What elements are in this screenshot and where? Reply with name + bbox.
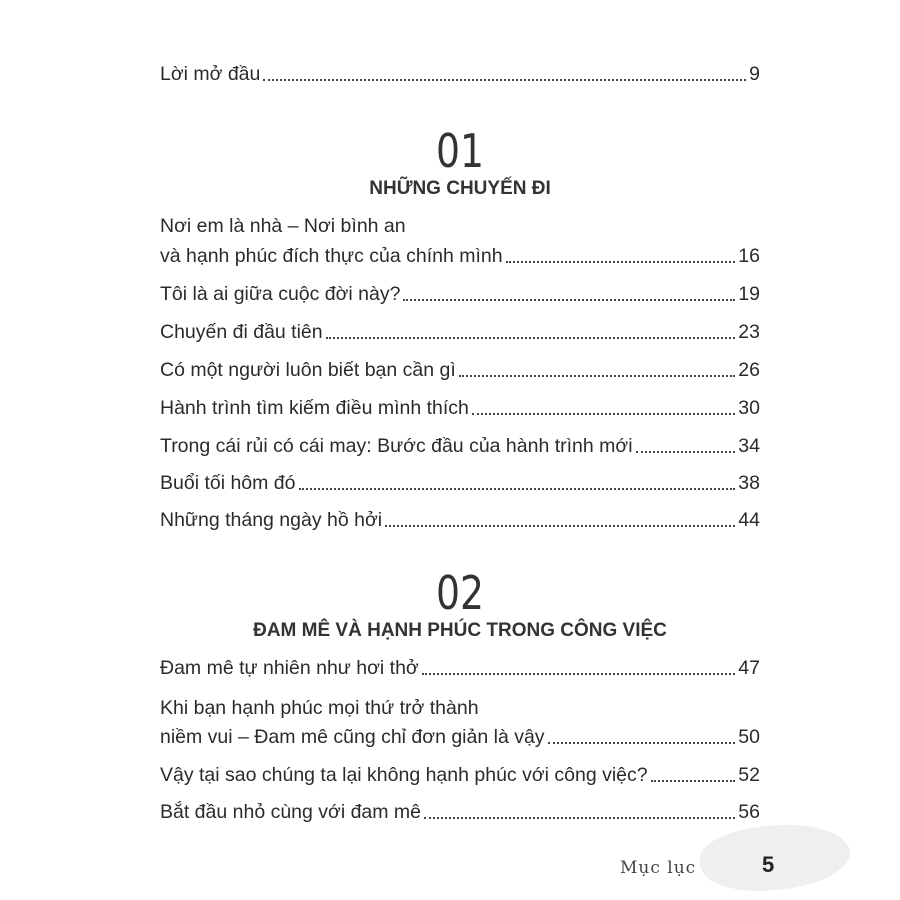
entry-page: 23 — [738, 321, 760, 343]
dot-leader — [263, 79, 746, 81]
toc-entry[interactable] — [160, 508, 760, 532]
entry-page: 50 — [738, 726, 760, 748]
dot-leader — [651, 780, 736, 782]
dot-leader — [459, 375, 736, 377]
entry-title: Có một người luôn biết bạn cần gì — [160, 359, 456, 381]
entry-page: 26 — [738, 359, 760, 381]
dot-leader — [472, 413, 735, 415]
toc-entry[interactable] — [160, 725, 760, 749]
entry-title: Chuyến đi đầu tiên — [160, 321, 323, 343]
entry-title: Bắt đầu nhỏ cùng với đam mê — [160, 801, 422, 823]
dot-leader — [636, 451, 736, 453]
entry-title: Những tháng ngày hồ hởi — [160, 509, 383, 531]
toc-entry[interactable] — [160, 434, 760, 458]
dot-leader — [424, 817, 735, 819]
entry-title: Buổi tối hôm đó — [160, 472, 296, 494]
toc-entry[interactable] — [160, 282, 760, 306]
entry-page: 9 — [749, 63, 760, 85]
entry-title: Đam mê tự nhiên như hơi thở — [160, 657, 419, 679]
entry-title: Hành trình tìm kiếm điều mình thích — [160, 397, 469, 419]
section-title: ĐAM MÊ VÀ HẠNH PHÚC TRONG CÔNG VIỆC — [253, 620, 667, 641]
entry-page: 19 — [738, 283, 760, 305]
page-number: 5 — [762, 852, 775, 877]
toc-entry-intro[interactable] — [160, 62, 760, 86]
dot-leader — [403, 299, 735, 301]
dot-leader — [506, 261, 736, 263]
section-number: 02 — [435, 566, 484, 620]
entry-title: Trong cái rủi có cái may: Bước đầu của hành trình mới — [160, 435, 633, 457]
entry-title-line1: Nơi em là nhà – Nơi bình an — [160, 215, 406, 237]
toc-entry[interactable] — [160, 244, 760, 268]
entry-page: 34 — [738, 435, 760, 457]
toc-entry[interactable] — [160, 396, 760, 420]
dot-leader — [385, 525, 735, 527]
footer-label: Mục lục — [620, 858, 697, 878]
toc-entry[interactable] — [160, 320, 760, 344]
entry-page: 56 — [738, 801, 760, 823]
toc-entry[interactable] — [160, 471, 760, 495]
dot-leader — [422, 673, 736, 675]
entry-page: 44 — [738, 509, 760, 531]
entry-page: 52 — [738, 764, 760, 786]
toc-entry[interactable] — [160, 763, 760, 787]
section-number: 01 — [435, 124, 484, 178]
dot-leader — [299, 488, 736, 490]
entry-title: Vậy tại sao chúng ta lại không hạnh phúc với công việc? — [160, 764, 648, 786]
toc-entry[interactable] — [160, 656, 760, 680]
entry-title: Tôi là ai giữa cuộc đời này? — [160, 283, 401, 305]
toc-entry[interactable] — [160, 358, 760, 382]
entry-title: niềm vui – Đam mê cũng chỉ đơn giản là vậy — [160, 726, 545, 748]
entry-page: 30 — [738, 397, 760, 419]
entry-title: và hạnh phúc đích thực của chính mình — [160, 245, 503, 267]
dot-leader — [548, 742, 736, 744]
entry-page: 16 — [738, 245, 760, 267]
entry-title: Lời mở đầu — [160, 63, 261, 85]
entry-title-line1: Khi bạn hạnh phúc mọi thứ trở thành — [160, 697, 479, 719]
entry-page: 38 — [738, 472, 760, 494]
dot-leader — [326, 337, 736, 339]
brush-stroke-decoration — [696, 815, 854, 900]
entry-page: 47 — [738, 657, 760, 679]
toc-entry[interactable] — [160, 800, 760, 824]
section-title: NHỮNG CHUYẾN ĐI — [369, 178, 551, 199]
